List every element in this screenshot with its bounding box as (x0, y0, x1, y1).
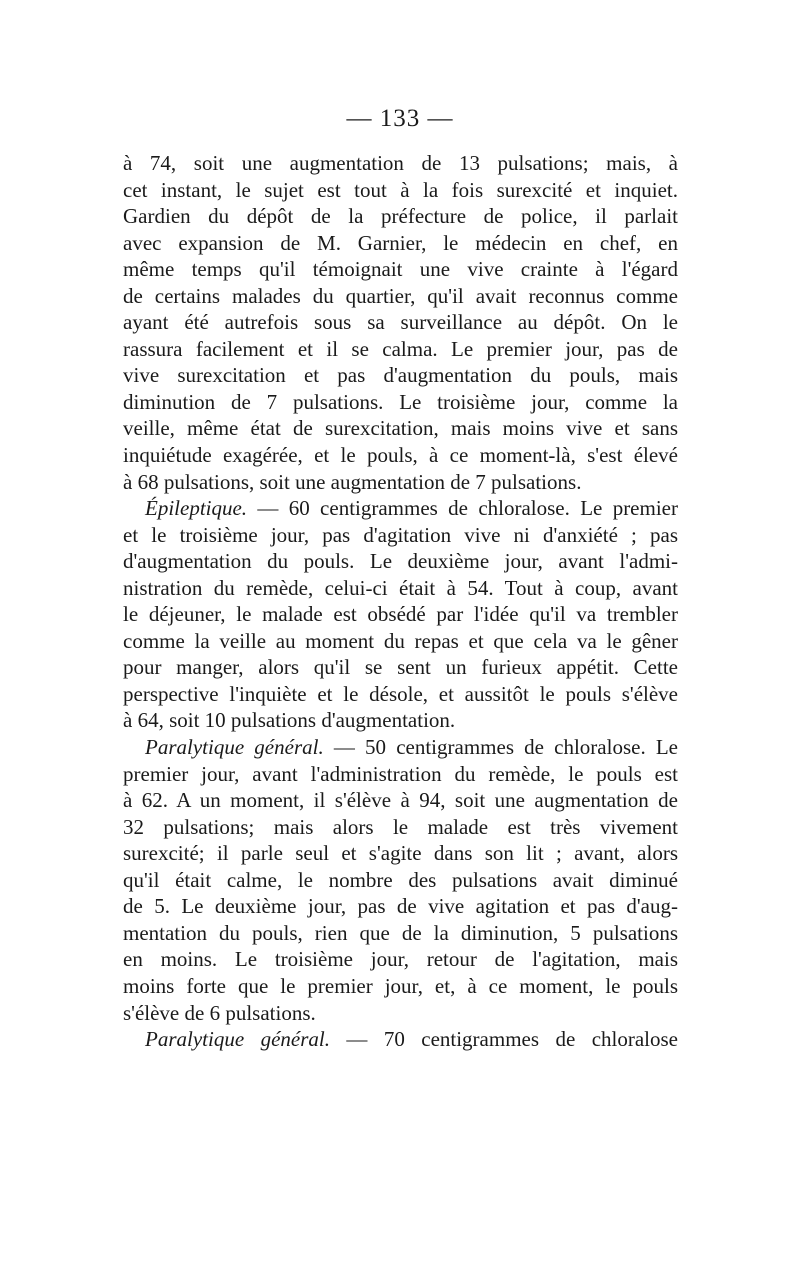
paragraph (123, 1026, 678, 1053)
text-line: diminution de 7 pulsations. Le troisième jour, comme la (123, 389, 678, 414)
text-line: 32 pulsations; mais alors le malade est très vivement (123, 814, 678, 839)
text-line: en moins. Le troisième jour, retour de l'agitation, mais (123, 947, 678, 972)
text-line: vive surexcitation et pas d'augmentation du pouls, mais (123, 363, 678, 388)
text-line: surexcité; il parle seul et s'agite dans son lit ; avant, alors (123, 841, 678, 866)
text-line (123, 495, 678, 522)
text-line: inquiétude exagérée, et le pouls, à ce moment-là, s'est élevé (123, 443, 678, 468)
text-line: s'élève de 6 pulsations. (123, 1000, 316, 1025)
text-line: veille, même état de surexcitation, mais moins vive et sans (123, 416, 678, 441)
paragraph (123, 734, 678, 1026)
text-line: pour manger, alors qu'il se sent un furieux appétit. Cette (123, 655, 678, 680)
text-line: à 64, soit 10 pulsations d'augmentation. (123, 708, 456, 733)
text-line: perspective l'inquiète et le désole, et aussitôt le pouls s'élève (123, 681, 678, 706)
case-heading: Paralytique général. (145, 735, 324, 760)
text-line-rest: — 70 centigrammes de chloralose (329, 1027, 678, 1052)
case-heading: Épileptique. (145, 496, 248, 521)
text-line: Gardien du dépôt de la préfecture de police, il parlait (123, 204, 678, 229)
text-line: à 74, soit une augmentation de 13 pulsations; mais, à (123, 151, 678, 175)
text-line: de certains malades du quartier, qu'il avait reconnus comme (123, 283, 678, 308)
body-text (123, 150, 678, 1053)
text-line: premier jour, avant l'administration du remède, le pouls est (123, 761, 678, 786)
text-line-rest: — 50 centigrammes de chloralose. Le (323, 735, 678, 760)
text-line: qu'il était calme, le nombre des pulsations avait diminué (123, 867, 678, 892)
text-line: le déjeuner, le malade est obsédé par l'idée qu'il va trembler (123, 602, 678, 627)
text-line: ayant été autrefois sous sa surveillance au dépôt. On le (123, 310, 678, 335)
page-number: — 133 — (346, 105, 454, 132)
text-line (123, 734, 678, 761)
case-heading: Paralytique général. (145, 1027, 330, 1052)
text-line: comme la veille au moment du repas et que cela va le gêner (123, 628, 678, 653)
text-line (123, 1026, 678, 1053)
text-line: nistration du remède, celui-ci était à 54. Tout à coup, avant (123, 575, 678, 600)
text-line: et le troisième jour, pas d'agitation vive ni d'anxiété ; pas (123, 522, 678, 547)
text-line: moins forte que le premier jour, et, à ce moment, le pouls (123, 973, 678, 998)
text-line: même temps qu'il témoignait une vive crainte à l'égard (123, 257, 678, 282)
text-line: de 5. Le deuxième jour, pas de vive agitation et pas d'aug- (123, 894, 678, 919)
paragraph (123, 495, 678, 734)
paragraph (123, 150, 678, 495)
text-line: mentation du pouls, rien que de la diminution, 5 pulsations (123, 920, 678, 945)
text-line: à 68 pulsations, soit une augmentation de 7 pulsations. (123, 469, 582, 494)
text-line: rassura facilement et il se calma. Le premier jour, pas de (123, 336, 678, 361)
text-line-rest: — 60 centigrammes de chloralose. Le premier (247, 496, 678, 521)
text-line: cet instant, le sujet est tout à la fois surexcité et inquiet. (123, 177, 678, 202)
text-line: avec expansion de M. Garnier, le médecin en chef, en (123, 230, 678, 255)
text-line: d'augmentation du pouls. Le deuxième jour, avant l'admi- (123, 549, 678, 574)
text-line: à 62. A un moment, il s'élève à 94, soit une augmentation de (123, 788, 678, 813)
